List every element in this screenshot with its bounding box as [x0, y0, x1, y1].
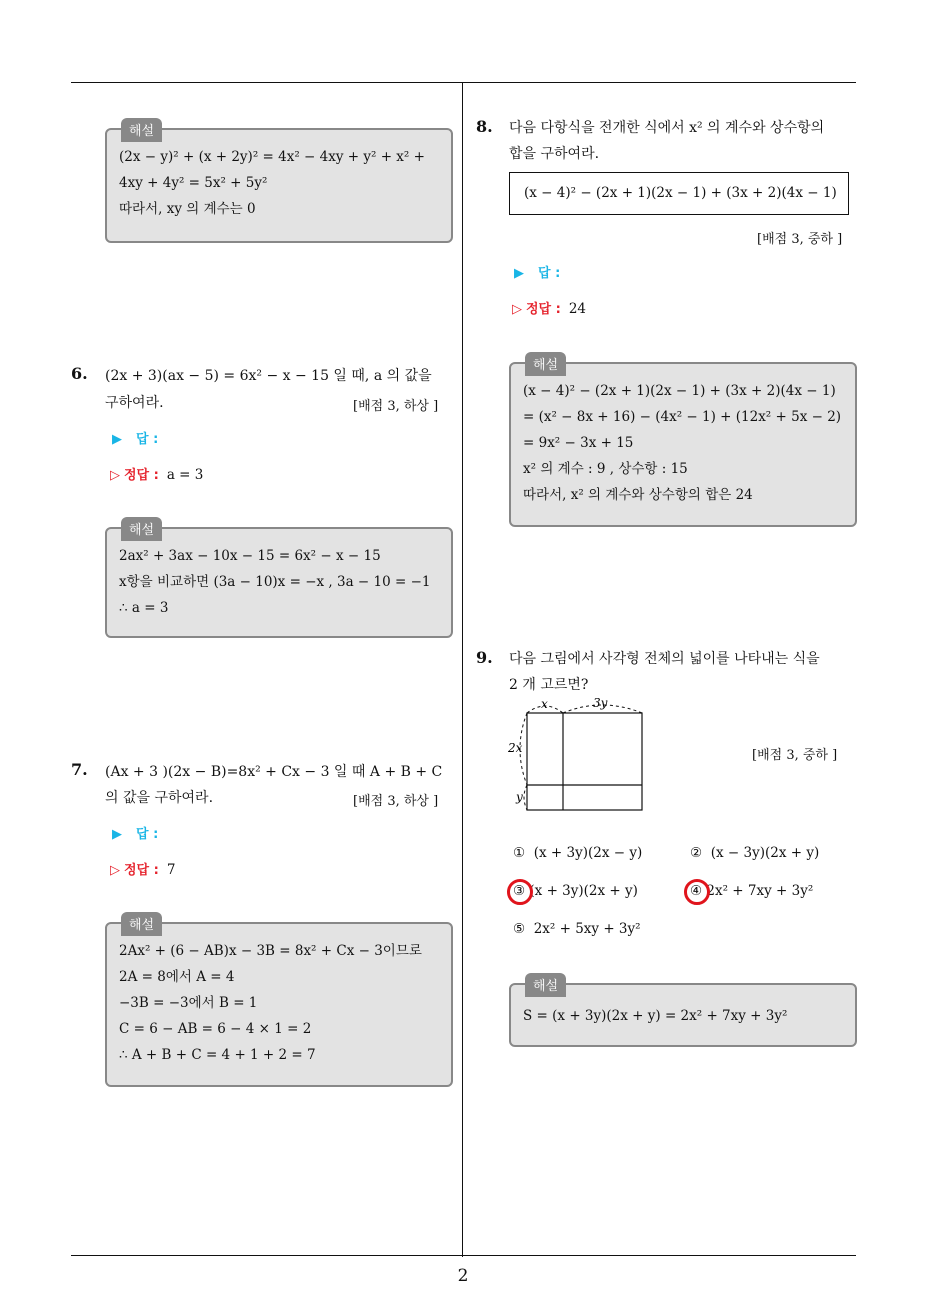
question-text: 합을 구하여라. [509, 146, 600, 162]
solution-tag: 해설 [121, 517, 162, 541]
expression-box: (x − 4)² − (2x + 1)(2x − 1) + (3x + 2)(4x − 1) [509, 172, 849, 215]
choice-text: (x + 3y)(2x + y) [529, 883, 638, 899]
question-text: 2 개 고르면? [509, 677, 589, 693]
label-3y: 3y [593, 696, 608, 710]
solution-line: 4xy + 4y² = 5x² + 5y² [119, 175, 268, 191]
answer-row [112, 823, 158, 842]
question-text: (Ax + 3 )(2x − B)=8x² + Cx − 3 일 때 A + B + C [105, 764, 443, 780]
correct-label: 정답 : [124, 863, 159, 878]
solution-line: ∴ A + B + C = 4 + 1 + 2 = 7 [119, 1047, 316, 1063]
answer-arrow-icon: ▶ [112, 827, 122, 842]
choice-1[interactable] [513, 845, 642, 861]
selection-circle-3 [507, 879, 533, 905]
solution-line: 따라서, x² 의 계수와 상수항의 합은 24 [523, 487, 753, 503]
choice-5[interactable] [513, 921, 641, 937]
solution-line: 2A = 8에서 A = 4 [119, 969, 235, 985]
choice-mark: ⑤ [513, 921, 526, 937]
correct-label: 정답 : [526, 302, 561, 317]
correct-arrow-icon: ▷ [512, 302, 522, 317]
solution-tag: 해설 [525, 973, 566, 997]
question-number: 8. [476, 117, 493, 136]
solution-line: −3B = −3에서 B = 1 [119, 995, 258, 1011]
question-text: 다음 그림에서 사각형 전체의 넓이를 나타내는 식을 [509, 651, 820, 667]
choice-mark: ④ [690, 883, 703, 899]
choice-text: 2x² + 5xy + 3y² [533, 921, 641, 937]
correct-arrow-icon: ▷ [110, 468, 120, 483]
solution-line: = 9x² − 3x + 15 [523, 435, 634, 451]
correct-row [110, 859, 175, 878]
solution-box-q7 [105, 918, 453, 1087]
score-label: [배점 3, 중하 ] [752, 748, 838, 763]
correct-row [512, 298, 586, 317]
solution-line: x항을 비교하면 (3a − 10)x = −x , 3a − 10 = −1 [119, 574, 431, 590]
score-label: [배점 3, 하상 ] [353, 399, 439, 414]
question-text: 의 값을 구하여라. [105, 790, 214, 806]
solution-tag: 해설 [121, 912, 162, 936]
correct-value: a = 3 [166, 467, 204, 483]
solution-line: x² 의 계수 : 9 , 상수항 : 15 [523, 461, 688, 477]
solution-line: = (x² − 8x + 16) − (4x² − 1) + (12x² + 5x − 2) [523, 409, 842, 425]
question-number: 9. [476, 648, 493, 667]
solution-line: (x − 4)² − (2x + 1)(2x − 1) + (3x + 2)(4x − 1) [523, 383, 836, 399]
correct-row [110, 464, 203, 483]
question-number: 7. [71, 760, 88, 779]
correct-arrow-icon: ▷ [110, 863, 120, 878]
label-2x: 2x [508, 741, 523, 755]
choice-text: (x − 3y)(2x + y) [710, 845, 820, 861]
answer-arrow-icon: ▶ [112, 432, 122, 447]
label-x: x [541, 697, 548, 711]
solution-box-q9 [509, 979, 857, 1047]
solution-line: 2Ax² + (6 − AB)x − 3B = 8x² + Cx − 3이므로 [119, 943, 422, 959]
answer-label: 답 : [136, 827, 159, 842]
question-number: 6. [71, 364, 88, 383]
column-divider [462, 82, 463, 1257]
question-text: (2x + 3)(ax − 5) = 6x² − x − 15 일 때, a 의 값을 [105, 368, 432, 384]
choice-mark: ③ [513, 883, 526, 899]
selection-circle-4 [684, 879, 710, 905]
top-rule [71, 82, 856, 83]
label-y: y [516, 790, 523, 804]
page-number: 2 [457, 1266, 469, 1286]
correct-label: 정답 : [124, 468, 159, 483]
bottom-rule [71, 1255, 856, 1256]
choice-mark: ① [513, 845, 526, 861]
correct-value: 24 [568, 301, 587, 317]
score-label: [배점 3, 중하 ] [757, 232, 843, 247]
answer-label: 답 : [538, 266, 561, 281]
solution-box-q8 [509, 358, 857, 527]
question-text: 다음 다항식을 전개한 식에서 x² 의 계수와 상수항의 [509, 120, 825, 136]
solution-line: S = (x + 3y)(2x + y) = 2x² + 7xy + 3y² [523, 1008, 788, 1024]
score-label: [배점 3, 하상 ] [353, 794, 439, 809]
answer-row [112, 428, 158, 447]
solution-box-q5 [105, 124, 453, 243]
choice-2[interactable] [690, 845, 819, 861]
answer-arrow-icon: ▶ [514, 266, 524, 281]
answer-label: 답 : [136, 432, 159, 447]
solution-box-q6 [105, 523, 453, 638]
choice-text: (x + 3y)(2x − y) [533, 845, 643, 861]
solution-line: C = 6 − AB = 6 − 4 × 1 = 2 [119, 1021, 312, 1037]
rectangle-diagram [505, 695, 655, 817]
solution-line: (2x − y)² + (x + 2y)² = 4x² − 4xy + y² + x² + [119, 149, 425, 165]
answer-row [514, 262, 560, 281]
solution-line: ∴ a = 3 [119, 600, 169, 616]
solution-tag: 해설 [121, 118, 162, 142]
choice-text: 2x² + 7xy + 3y² [706, 883, 814, 899]
outer-rectangle [527, 713, 642, 810]
solution-tag: 해설 [525, 352, 566, 376]
choice-mark: ② [690, 845, 703, 861]
solution-line: 2ax² + 3ax − 10x − 15 = 6x² − x − 15 [119, 548, 381, 564]
correct-value: 7 [166, 862, 176, 878]
solution-line: 따라서, xy 의 계수는 0 [119, 201, 256, 217]
question-text: 구하여라. [105, 395, 164, 411]
